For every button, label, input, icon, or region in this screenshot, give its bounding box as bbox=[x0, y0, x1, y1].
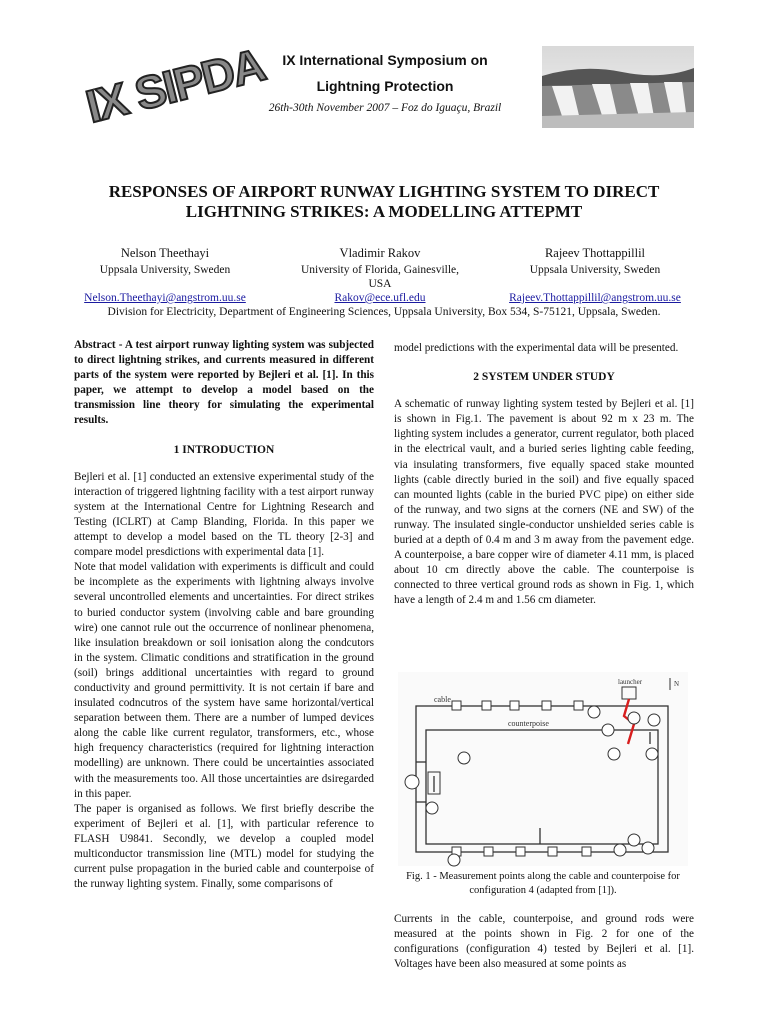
author-affiliation: Uppsala University, Sweden bbox=[99, 264, 231, 276]
author-name: Rajeev Thottappillil bbox=[544, 246, 646, 260]
abstract: Abstract - A test airport runway lighting system was subjected to direct lightning strikes, and currents measured in different parts of the system were reported by Bejleri et al. [1]. In this paper, we attempt to develop a model based on the transmission line theory for simulating the experimental results. bbox=[74, 339, 374, 427]
author-email[interactable]: Rakov@ece.ufl.edu bbox=[334, 292, 426, 304]
system-paragraph: Currents in the cable, counterpoise, and ground rods were measured at the points shown in Fig. 2 for one of the configurations (configuration 4) tested by Bejleri et al. [1]. Voltages have been also measured at some points as bbox=[394, 913, 694, 971]
fig-label-launcher: launcher bbox=[618, 678, 643, 686]
north-arrow-label: N bbox=[674, 680, 680, 688]
sipda-logo bbox=[76, 38, 269, 133]
author-email[interactable]: Nelson.Theethayi@angstrom.uu.se bbox=[84, 292, 246, 304]
figure-1-schematic bbox=[398, 672, 688, 866]
symposium-title-line2: Lightning Protection bbox=[316, 78, 454, 94]
fig-label-counterpoise: counterpoise bbox=[508, 719, 549, 728]
intro-paragraph: Bejleri et al. [1] conducted an extensive experimental study of the interaction of triggered lightning facility with a test airport runway system at the International Centre for Lightning Research and Testing (ICLRT) at Camp Blanding, Florida. In this paper we attempt to develop a model based on the TL theory [2-3] and compare model presdictions with experimental data [1]. bbox=[74, 470, 374, 559]
figure-1-caption: Fig. 1 - Measurement points along the cable and counterpoise for configuration 4 (adapted from [1]). bbox=[406, 871, 680, 896]
right-column-bottom bbox=[394, 912, 694, 972]
intro-paragraph: Note that model validation with experiments is difficult and could be incomplete as the experiments with lightning always involve several uncontrolled elements and uncertainties. For direct strikes to buried conductor system (involving cable and bare grounding wire) one cannot rule out the occurrence of nonlinear phenomena, like insulation breakdown or soil ionisation along the condcutors in the system. Climatic conditions and stratification in the ground (soil) brings additional uncertainties with regard to ground conductivity and ground permittivity. It is not certain if bare and insulated codncutros of the system have same horizontal/vertical separation between them. There are a number of lumped devices along the cable like current regulator, transformers, etc., whose high frequency characteristics (required for lightning interaction modelling) are unknown. There could be uncertainties associated with the measurements too. All those uncertainties are dsiregarded in this paper. bbox=[74, 561, 374, 800]
author-email[interactable]: Rajeev.Thottappillil@angstrom.uu.se bbox=[509, 292, 681, 304]
system-paragraph: A schematic of runway lighting system tested by Bejleri et al. [1] is shown in Fig.1. The pavement is about 92 m x 23 m. The lighting system includes a generator, current regulator, both placed in the electrical vault, and a buried series lighting cable feeding, via insulating transformers, five equally spaced stake mounted lights (cable directly buried in the soil) and five equally spaced can mounted lights (cable in the buried PVC pipe) on either side of the runway, and two signs at the corners (NE and SW) of the runway. The insulated single-conductor unshielded series cable is buried at a depth of 0.4 m and 3 m away from the pavement edge. A counterpoise, a bare copper wire of diameter 4.11 mm, is placed about 10 cm directly above the cable. The counterpoise is connected to three vertical ground rods as shown in Fig. 1, which have a length of 2.4 m and 1.56 cm diameter. bbox=[394, 398, 694, 607]
intro-paragraph: The paper is organised as follows. We first briefly describe the experiment of Bejleri et al. [1], with particular reference to FLASH U9841. Secondly, we develop a coupled model multiconductor transmission line (MTL) model for studying the current pulse propagation in the buried cable and counterpoise of the runway lighting system. Finally, some comparisons of bbox=[74, 802, 374, 891]
fig-label-cable: cable bbox=[434, 695, 451, 704]
section-heading-introduction: 1 INTRODUCTION bbox=[173, 443, 275, 456]
paper-title-line2: LIGHTNING STRIKES: A MODELLING ATTEPMT bbox=[185, 202, 583, 221]
author-affiliation: University of Florida, Gainesville, bbox=[300, 264, 460, 276]
author-name: Nelson Theethayi bbox=[120, 246, 210, 260]
paper-title-line1: RESPONSES OF AIRPORT RUNWAY LIGHTING SYSTEM TO DIRECT bbox=[108, 182, 660, 201]
waterfall-photo bbox=[542, 46, 694, 128]
division-affiliation: Division for Electricity, Department of Engineering Sciences, Uppsala University, Box 534, S-75121, Uppsala, Sweden. bbox=[107, 306, 661, 318]
paper-title bbox=[70, 182, 698, 222]
right-column-top bbox=[394, 341, 694, 609]
paragraph: model predictions with the experimental data will be presented. bbox=[394, 342, 679, 354]
author-name: Vladimir Rakov bbox=[339, 246, 421, 260]
author-affiliation: Uppsala University, Sweden bbox=[529, 264, 661, 276]
symposium-dates: 26th-30th November 2007 – Foz do Iguaçu, Brazil bbox=[268, 102, 502, 114]
left-column bbox=[74, 338, 374, 892]
symposium-title-line1: IX International Symposium on bbox=[282, 52, 488, 68]
svg-text:IX SIPDA: IX SIPDA bbox=[80, 38, 269, 133]
author-affiliation-country: USA bbox=[368, 278, 392, 290]
section-heading-system: 2 SYSTEM UNDER STUDY bbox=[473, 371, 615, 384]
